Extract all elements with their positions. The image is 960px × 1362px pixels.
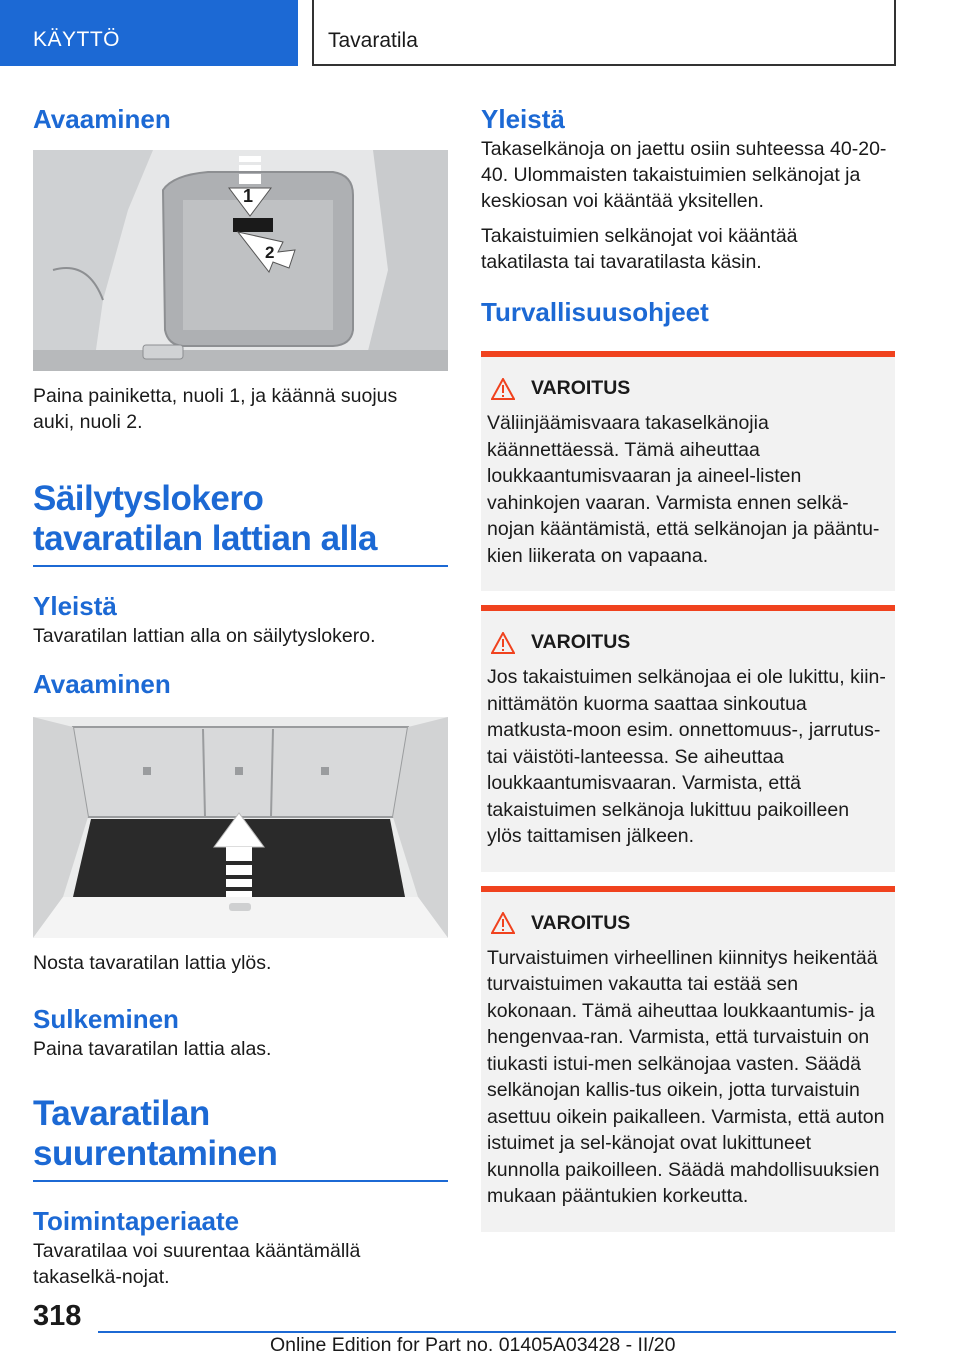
warning-box-2 — [481, 605, 895, 872]
warning-header — [487, 912, 887, 935]
warning-triangle-icon — [491, 632, 515, 654]
right-column — [481, 100, 896, 1232]
text-yleista-2: Takaistuimien selkänojat voi kääntää takatilasta tai tavaratilasta käsin. — [481, 225, 798, 273]
text-yleista-1: Takaselkänoja on jaettu osiin suhteessa 40-20-40. Ulommaisten takaistuimien selkänojat ja keskiosan voi kääntää yksitellen. — [481, 138, 887, 212]
warning-box-1 — [481, 351, 895, 591]
footer-edition: Online Edition for Part no. 01405A03428 - II/20 — [270, 1334, 676, 1356]
heading-storage: Säilytyslokero tavaratilan lattian alla — [33, 479, 377, 558]
trunk-floor-illustration — [33, 717, 448, 938]
heading-enlarge: Tavaratilan suurentaminen — [33, 1094, 278, 1173]
warning-header — [487, 377, 887, 400]
warning-text: Väliinjäämisvaara takaselkänojia käännettäessä. Tämä aiheuttaa loukkaantumisvaaran ja aineel-listen vahinkojen vaaran. Varmista ennen selkä-nojan kääntämistä, että selkänojan ja pääntu-kien liikerata on vapaana. — [487, 412, 880, 567]
heading-turvallisuusohjeet: Turvallisuusohjeet — [481, 297, 709, 327]
arrow-1-label: 1 — [243, 186, 254, 206]
heading-avaaminen: Avaaminen — [33, 104, 171, 134]
warning-title: VAROITUS — [531, 377, 631, 399]
figure-cover-panel — [33, 150, 448, 371]
cover-panel-illustration — [33, 150, 448, 371]
page-header — [0, 0, 960, 66]
heading-yleista-right: Yleistä — [481, 104, 565, 134]
section-tab: KÄYTTÖ — [0, 0, 298, 66]
heading-enlarge-wrap — [33, 1094, 448, 1182]
warning-header — [487, 631, 887, 654]
warning-box-3 — [481, 886, 895, 1232]
warning-title: VAROITUS — [531, 911, 631, 934]
warning-triangle-icon — [491, 378, 515, 400]
page-number: 318 — [33, 1300, 82, 1332]
figure-trunk-floor — [33, 717, 448, 938]
text-toimintaperiaate: Tavaratilaa voi suurentaa kääntämällä takaselkä-nojat. — [33, 1240, 361, 1288]
caption-trunk-floor: Nosta tavaratilan lattia ylös. — [33, 952, 272, 974]
caption-cover: Paina painiketta, nuoli 1, ja käännä suojus auki, nuoli 2. — [33, 385, 398, 433]
heading-storage-wrap — [33, 479, 448, 567]
warning-text: Turvaistuimen virheellinen kiinnitys heikentää turvaistuimen vakautta tai estää sen kokonaan. Tämä aiheuttaa loukkaantumis- ja hengenvaa-ran. Varmista, että turvaistuin on tiukasti istui-men selkänojaa vasten. Säädä selkänojan kallis-tus oikein, jotta turvaistuin asettuu oikein paikalleen. Varmista, että auton istuimet ja sel-känojat ovat lukittuneet kunnolla paikoilleen. Säädä mahdollisuuksien mukaan pääntukien korkeutta. — [487, 946, 885, 1207]
heading-sulkeminen: Sulkeminen — [33, 1004, 179, 1034]
arrow-2-label: 2 — [265, 243, 275, 262]
warning-text: Jos takaistuimen selkänojaa ei ole lukittu, kiin-nittämätön kuorma saattaa sinkoutua matkusta-moon esim. onnettomuus-, jarrutus- tai väistöti-lanteessa. Se aiheuttaa loukkaantumisvaaran. Varmista, että takaistuimen selkänoja lukittuu paikoilleen ylös taittamisen jälkeen. — [487, 666, 886, 847]
warning-triangle-icon — [491, 912, 515, 934]
text-yleista-left: Tavaratilan lattian alla on säilytyslokero. — [33, 625, 376, 647]
warning-title: VAROITUS — [531, 631, 631, 653]
footer-rule — [98, 1331, 896, 1333]
left-column — [33, 100, 448, 1290]
heading-toimintaperiaate: Toimintaperiaate — [33, 1206, 240, 1236]
text-sulkeminen: Paina tavaratilan lattia alas. — [33, 1038, 272, 1060]
heading-yleista-left: Yleistä — [33, 591, 117, 621]
page-topic: Tavaratila — [312, 0, 896, 66]
heading-avaaminen-2: Avaaminen — [33, 669, 171, 699]
